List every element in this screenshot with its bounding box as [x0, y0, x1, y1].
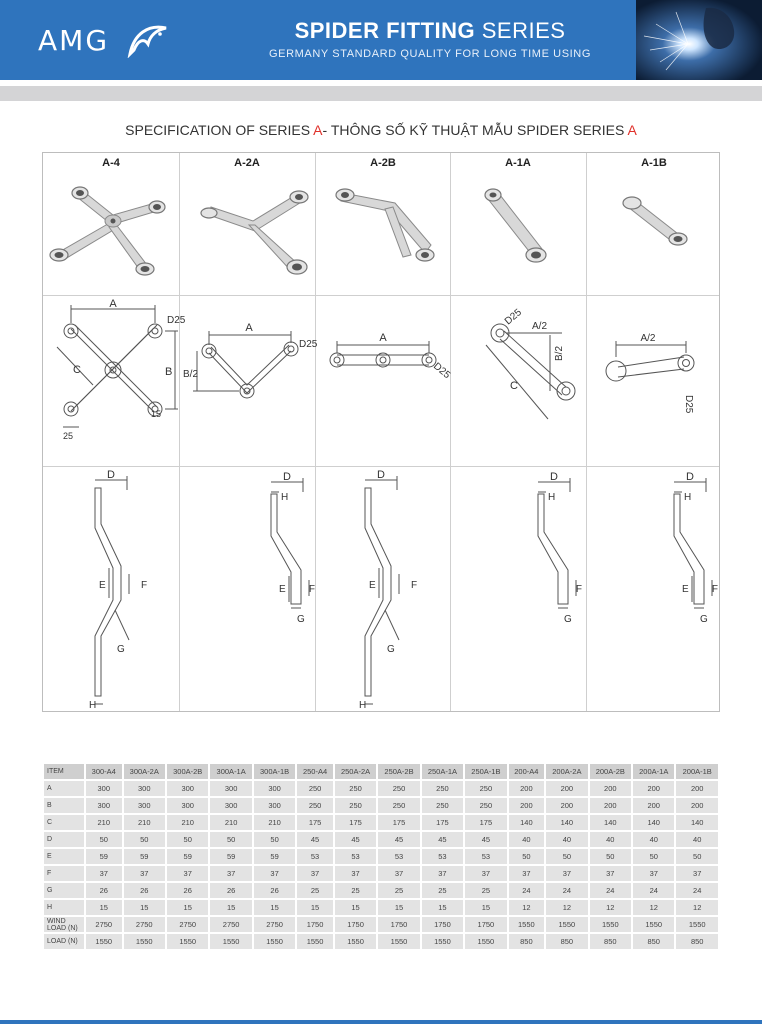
table-cell: 24 [509, 883, 545, 898]
table-cell: 37 [509, 866, 545, 881]
table-cell: 40 [590, 832, 631, 847]
table-cell: 15 [124, 900, 165, 915]
brand-name: AMG [38, 24, 110, 57]
table-cell: 1550 [676, 917, 718, 932]
table-cell: 59 [86, 849, 122, 864]
table-cell: 50 [546, 849, 587, 864]
table-cell: 15 [335, 900, 376, 915]
table-cell: 24 [633, 883, 674, 898]
table-cell: 15 [297, 900, 333, 915]
bird-logo-icon [126, 22, 170, 58]
table-cell: 26 [254, 883, 295, 898]
dim-label-h: H [281, 492, 289, 503]
dim-label-g: G [117, 644, 125, 655]
dim-label-c: C [510, 380, 518, 392]
table-cell: 12 [590, 900, 631, 915]
table-row-header: H [44, 900, 84, 915]
dim-label-h: H [684, 492, 692, 503]
dim-label-d25: D25 [683, 395, 694, 414]
table-cell: 175 [335, 815, 376, 830]
table-row [44, 883, 718, 898]
table-cell: 1750 [297, 917, 333, 932]
table-cell: 15 [422, 900, 463, 915]
table-cell: 12 [676, 900, 718, 915]
table-cell: 850 [590, 934, 631, 949]
model-label-a1a: A-1A [505, 157, 531, 169]
table-cell: 200A-2A [546, 764, 587, 779]
table-cell: 12 [546, 900, 587, 915]
product-image-a1a [450, 173, 586, 293]
model-label-a1b: A-1B [641, 157, 667, 169]
table-cell: 59 [167, 849, 208, 864]
dim-label-d: D [377, 469, 385, 481]
table-row-header: E [44, 849, 84, 864]
table-row-header: A [44, 781, 84, 796]
table-cell: 140 [590, 815, 631, 830]
profile-drawing-a1b [586, 466, 722, 712]
table-cell: 175 [465, 815, 506, 830]
dim-label-d: D [107, 469, 115, 481]
table-cell: 26 [210, 883, 251, 898]
table-cell: 175 [378, 815, 419, 830]
table-cell: 2750 [124, 917, 165, 932]
table-cell: 37 [546, 866, 587, 881]
page-header [0, 0, 762, 80]
dim-label-25: 25 [63, 431, 74, 441]
table-cell: 300-A4 [86, 764, 122, 779]
table-cell: 140 [633, 815, 674, 830]
table-row [44, 815, 718, 830]
table-cell: 25 [465, 883, 506, 898]
dim-label-f: F [411, 580, 418, 591]
table-cell: 140 [546, 815, 587, 830]
table-cell: 45 [422, 832, 463, 847]
dim-label-d25: D25 [299, 339, 318, 350]
dim-label-b: B [165, 366, 173, 378]
dim-label-h: H [89, 700, 97, 711]
table-cell: 37 [167, 866, 208, 881]
table-cell: 200 [590, 798, 631, 813]
table-cell: 15 [167, 900, 208, 915]
dim-label-g: G [564, 614, 572, 625]
table-cell: 200 [590, 781, 631, 796]
table-cell: 26 [167, 883, 208, 898]
table-cell: 1550 [124, 934, 165, 949]
table-cell: 53 [465, 849, 506, 864]
table-cell: 250 [378, 798, 419, 813]
profile-drawing-a2b [315, 466, 451, 712]
dimension-drawing-a1b [586, 295, 722, 466]
dim-label-a: A [109, 298, 117, 310]
dim-label-a-half: A/2 [532, 321, 548, 332]
table-cell: 140 [509, 815, 545, 830]
product-image-a1b [586, 173, 722, 293]
table-row [44, 900, 718, 915]
model-label-a2b: A-2B [370, 157, 396, 169]
table-cell: 250 [422, 798, 463, 813]
table-cell: 250 [465, 798, 506, 813]
table-cell: 50 [254, 832, 295, 847]
dim-label-f: F [711, 584, 718, 595]
dim-label-g: G [387, 644, 395, 655]
dim-label-d25: D25 [502, 307, 524, 328]
table-cell: 53 [335, 849, 376, 864]
table-cell: 50 [676, 849, 718, 864]
table-cell: 37 [124, 866, 165, 881]
model-label-a4: A-4 [102, 157, 120, 169]
dim-label-e: E [369, 580, 376, 591]
table-cell: 53 [378, 849, 419, 864]
table-cell: 59 [254, 849, 295, 864]
table-cell: 300 [210, 781, 251, 796]
table-cell: 300 [254, 798, 295, 813]
table-cell: 210 [124, 815, 165, 830]
table-cell: 250 [422, 781, 463, 796]
table-cell: 25 [378, 883, 419, 898]
dim-label-h: H [359, 700, 367, 711]
page-title: SPIDER FITTING SERIES [294, 18, 566, 43]
table-cell: 200A-2B [590, 764, 631, 779]
table-cell: 210 [86, 815, 122, 830]
table-row-header: WIND LOAD (N) [44, 917, 84, 932]
table-cell: 15 [465, 900, 506, 915]
table-cell: 1550 [297, 934, 333, 949]
table-header-row [44, 764, 718, 779]
dim-label-b-half: B/2 [554, 345, 565, 361]
dimension-drawing-a1a [450, 295, 586, 466]
dim-label-e: E [279, 584, 286, 595]
dim-label-d: D [686, 471, 694, 483]
table-cell: 15 [210, 900, 251, 915]
table-cell: 175 [422, 815, 463, 830]
spec-diagram-grid [42, 152, 720, 712]
dim-label-g: G [297, 614, 305, 625]
table-cell: 175 [297, 815, 333, 830]
table-cell: 37 [335, 866, 376, 881]
table-cell: 45 [465, 832, 506, 847]
table-row [44, 917, 718, 932]
dim-label-d25: D25 [431, 360, 453, 382]
table-cell: 300 [124, 781, 165, 796]
table-cell: 1750 [378, 917, 419, 932]
specification-table [42, 762, 720, 951]
table-cell: 300A-1A [210, 764, 251, 779]
table-cell: 12 [509, 900, 545, 915]
table-cell: 24 [676, 883, 718, 898]
table-cell: 25 [335, 883, 376, 898]
table-cell: 250-A4 [297, 764, 333, 779]
table-cell: 1550 [254, 934, 295, 949]
welding-photo [636, 0, 762, 80]
table-cell: 1550 [465, 934, 506, 949]
table-cell: 37 [633, 866, 674, 881]
dim-label-h: H [548, 492, 556, 503]
table-cell: 850 [676, 934, 718, 949]
table-row [44, 832, 718, 847]
dim-label-a: A [245, 322, 253, 334]
table-cell: 250 [465, 781, 506, 796]
table-cell: 1750 [465, 917, 506, 932]
table-cell: 50 [509, 849, 545, 864]
table-cell: 37 [676, 866, 718, 881]
table-cell: 210 [254, 815, 295, 830]
table-row-header: ITEM [44, 764, 84, 779]
dim-label-e: E [682, 584, 689, 595]
table-cell: 140 [676, 815, 718, 830]
table-cell: 1750 [422, 917, 463, 932]
table-cell: 850 [509, 934, 545, 949]
dim-label-f: F [575, 584, 582, 595]
table-cell: 15 [86, 900, 122, 915]
footer-rule [0, 1020, 762, 1024]
table-cell: 300 [254, 781, 295, 796]
table-cell: 1550 [335, 934, 376, 949]
table-cell: 250A-1A [422, 764, 463, 779]
profile-drawing-a2a [179, 466, 315, 712]
table-cell: 300 [167, 798, 208, 813]
table-cell: 25 [297, 883, 333, 898]
table-cell: 50 [210, 832, 251, 847]
table-cell: 50 [167, 832, 208, 847]
dim-label-a-half: A/2 [640, 333, 656, 344]
table-cell: 300A-1B [254, 764, 295, 779]
table-cell: 53 [297, 849, 333, 864]
table-cell: 45 [335, 832, 376, 847]
table-row [44, 781, 718, 796]
table-cell: 25 [422, 883, 463, 898]
profile-drawing-a1a [450, 466, 586, 712]
table-cell: 40 [633, 832, 674, 847]
table-cell: 200 [546, 781, 587, 796]
dim-label-f: F [308, 584, 315, 595]
table-cell: 250 [335, 781, 376, 796]
table-cell: 59 [210, 849, 251, 864]
dim-label-a: A [379, 332, 387, 344]
dimension-drawing-a4 [43, 295, 186, 466]
table-row [44, 934, 718, 949]
table-cell: 300A-2B [167, 764, 208, 779]
model-label-a2a: A-2A [234, 157, 260, 169]
dim-label-c: C [73, 364, 81, 376]
table-cell: 24 [546, 883, 587, 898]
table-row [44, 798, 718, 813]
table-cell: 2750 [210, 917, 251, 932]
table-row-header: D [44, 832, 84, 847]
table-row-header: F [44, 866, 84, 881]
table-row-header: B [44, 798, 84, 813]
brand-logo [30, 18, 180, 62]
table-cell: 37 [465, 866, 506, 881]
dim-label-g: G [700, 614, 708, 625]
table-cell: 37 [86, 866, 122, 881]
table-cell: 250 [335, 798, 376, 813]
table-cell: 2750 [86, 917, 122, 932]
product-image-a2a [179, 173, 315, 293]
table-cell: 300 [86, 798, 122, 813]
table-cell: 37 [378, 866, 419, 881]
table-cell: 250A-1B [465, 764, 506, 779]
table-cell: 37 [590, 866, 631, 881]
dim-label-e: E [99, 580, 106, 591]
table-cell: 1550 [422, 934, 463, 949]
table-cell: 200A-1B [676, 764, 718, 779]
table-cell: 37 [422, 866, 463, 881]
profile-drawing-a4 [43, 466, 179, 712]
table-cell: 50 [633, 849, 674, 864]
table-row [44, 866, 718, 881]
table-cell: 59 [124, 849, 165, 864]
table-cell: 850 [546, 934, 587, 949]
table-cell: 1750 [335, 917, 376, 932]
table-cell: 50 [590, 849, 631, 864]
table-row [44, 849, 718, 864]
table-cell: 250A-2B [378, 764, 419, 779]
table-cell: 1550 [167, 934, 208, 949]
table-cell: 300 [124, 798, 165, 813]
header-divider [0, 86, 762, 101]
table-cell: 15 [254, 900, 295, 915]
table-cell: 300A-2A [124, 764, 165, 779]
table-cell: 2750 [167, 917, 208, 932]
table-cell: 26 [86, 883, 122, 898]
table-cell: 1550 [86, 934, 122, 949]
table-cell: 45 [297, 832, 333, 847]
table-cell: 250 [378, 781, 419, 796]
table-cell: 200 [676, 798, 718, 813]
table-cell: 200 [676, 781, 718, 796]
table-cell: 200 [546, 798, 587, 813]
dim-label-d: D [283, 471, 291, 483]
table-cell: 200-A4 [509, 764, 545, 779]
table-cell: 15 [378, 900, 419, 915]
table-cell: 50 [124, 832, 165, 847]
table-row-header: C [44, 815, 84, 830]
table-cell: 200 [509, 798, 545, 813]
table-cell: 200 [633, 798, 674, 813]
table-cell: 2750 [254, 917, 295, 932]
table-cell: 1550 [590, 917, 631, 932]
product-image-a4 [43, 173, 179, 293]
table-cell: 200A-1A [633, 764, 674, 779]
table-cell: 1550 [210, 934, 251, 949]
dimension-drawing-a2b [315, 295, 451, 466]
table-cell: 300 [167, 781, 208, 796]
table-cell: 50 [86, 832, 122, 847]
table-cell: 210 [210, 815, 251, 830]
table-cell: 200 [633, 781, 674, 796]
dim-label-d25: D25 [167, 315, 186, 326]
table-cell: 850 [633, 934, 674, 949]
dim-label-b-half: B/2 [183, 369, 199, 380]
table-cell: 250A-2A [335, 764, 376, 779]
table-cell: 1550 [546, 917, 587, 932]
product-image-a2b [315, 173, 451, 293]
table-cell: 40 [546, 832, 587, 847]
table-cell: 37 [297, 866, 333, 881]
dim-label-f: F [141, 580, 148, 591]
table-cell: 250 [297, 781, 333, 796]
table-cell: 12 [633, 900, 674, 915]
table-cell: 37 [210, 866, 251, 881]
dimension-drawing-a2a [179, 295, 318, 466]
table-cell: 26 [124, 883, 165, 898]
table-cell: 24 [590, 883, 631, 898]
table-cell: 210 [167, 815, 208, 830]
table-cell: 250 [297, 798, 333, 813]
table-cell: 37 [254, 866, 295, 881]
table-row-header: G [44, 883, 84, 898]
table-cell: 53 [422, 849, 463, 864]
specification-title: SPECIFICATION OF SERIES A- THÔNG SỐ KỸ THUẬT MẪU SPIDER SERIES A [125, 122, 637, 138]
dim-label-15: 15 [151, 409, 162, 419]
table-cell: 1550 [509, 917, 545, 932]
table-cell: 1550 [378, 934, 419, 949]
table-cell: 300 [210, 798, 251, 813]
table-cell: 1550 [633, 917, 674, 932]
dim-label-d: D [550, 471, 558, 483]
table-cell: 40 [509, 832, 545, 847]
table-cell: 200 [509, 781, 545, 796]
table-cell: 300 [86, 781, 122, 796]
page-subtitle: GERMANY STANDARD QUALITY FOR LONG TIME USING [268, 48, 592, 60]
table-cell: 45 [378, 832, 419, 847]
table-cell: 40 [676, 832, 718, 847]
table-row-header: LOAD (N) [44, 934, 84, 949]
